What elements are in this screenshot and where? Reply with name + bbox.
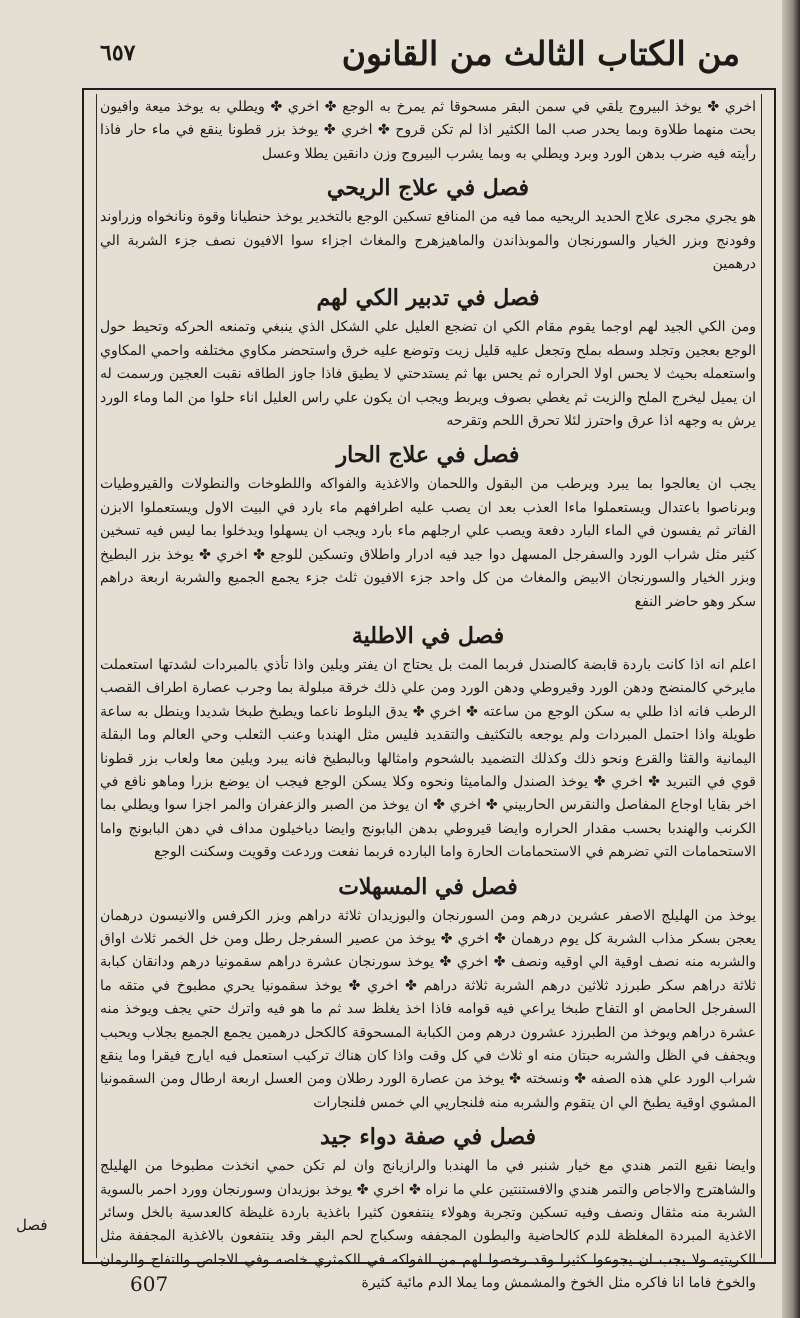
section-title: فصل في تدبير الكي لهم xyxy=(316,285,540,312)
section-paragraph: يوخذ من الهليلج الاصفر عشرين درهم ومن السورنجان والبوزيدان ثلاثة دراهم وبزر الكرفس والانيسون درهمان يعجن بسكر مذاب الشربة كل يوم درهمان ✤ اخري ✤ يوخذ من عصير السفرجل رطل ومن خل الخمر ثلاث اواق والشربه منه نصف اوقية الي اوقيه ونصف ✤ اخري ✤ يوخذ سورنجان عشرة دراهم سقمونيا درهم ودانقان كبابة ثلاثة دراهم سكر طبرزد ثلاثين درهم الشربة ثلاثة دراهم ✤ اخري ✤ يوخذ سقمونيا يحري مطبوخ في متقه ما السفرجل الحامض او التفاح طبخا يراعي فيه قوامه فاذا اخذ يغلظ سد ثم ما هو فيه واترك حتي يجف ويوخذ منه عشرة دراهم ويوخذ من الطبرزد عشرون درهم ومن الكبابة المسحوقة كالكحل درهمين يجمع الجميع بجلاب ويحبب ويجفف في الظل والشربه حبتان منه او ثلاث في كل وقت واذا كان هناك تركيب استعمل فيه ايارج فيقرا وما ينقع شراب الورد علي هذه الصفه ✤ ونسخته ✤ يوخذ من عصارة الورد رطلان ومن العسل اربعة ارطال ومن السقمونيا المشوي اوقية يطبخ الي ان يتقوم والشربه منه فلنجاريي الي خمس فلنجارات xyxy=(100,907,756,1111)
running-header xyxy=(100,20,780,80)
catchword: فصل xyxy=(16,1216,48,1234)
running-title: من الكتاب الثالث من القانون xyxy=(341,34,740,73)
section-paragraph: هو يجري مجرى علاج الحديد الريحيه مما فيه من المنافع تسكين الوجع بالتخدير يوخذ حنطيانا وقوة ونانخواه وزراوند وفودنج وبزر الخيار والسورنجان والموبذاندن والماهيزهرج والمغاث اجزاء سوا الافيون نصف جزء الشربة الي درهمين xyxy=(100,209,756,273)
footer-page-number: 607 xyxy=(130,1272,169,1296)
section-paragraph: اخري ✤ يوخذ البيروج يلقي في سمن البقر مسحوقا ثم يمرخ به الوجع ✤ اخري ✤ ويطلي به يوخذ ميعة وافيون بحت منهما طلاوة وبما يحدر صب الما الكثير اذا لم تكن قروح ✤ اخري ✤ يوخذ بزر قطونا ينقع في ماء حار فاذا رأيته فيه ضرب بدهن الورد وبرد ويطلي به وبما يشرب البيروج وزن دانقين يطلا وعسل xyxy=(100,99,756,162)
section-title: فصل في علاج الحار xyxy=(336,442,520,469)
section-title: فصل في الاطلية xyxy=(351,622,505,649)
section-paragraph: اعلم انه اذا كانت باردة قابضة كالصندل فربما المت بل يحتاج ان يفتر ويلين واذا تأذي بالمبردات لشدتها استعملت مايرخي كالمنضج ودهن الورد وقيروطي ودهن الورد ومن علي ذلك خرقة مبلولة بما وجرب عصارة اطراف القصب الرطب فانه اذا طلي به سكن الوجع من ساعته ✤ اخري ✤ يدق البلوط ناعما ويطبخ طبخا شديدا وينطل به ساعة طويلة واذا احتمل المبردات ولم يوجعه بالتكثيف والتقديد فليس مثل الهندبا وعنب الثعلب وحي العالم وما البقلة اليمانية والقثا والقرع ونحو ذلك وكذلك التضميد بالشحوم وامثالها وبالبطيخ فانه يبرد ويلين معا ولعاب بزر قطونا قوي في التبريد ✤ اخري ✤ يوخذ الصندل والماميثا ونحوه وكلا يسكن الوجع فيجب ان يوضع بزرا وماهو نافع في اخر بقايا اوجاع المفاصل والنقرس الحاربيني ✤ اخري ✤ ان يوخذ من الصبر والزعفران والمر اجزا سوا ويطلي بما الكرنب والهندبا بحسب مقدار الحراره وايضا قيروطي بدهن البابونج وايضا دياخيلون مداف في دهن البابونج واما الاستحمامات التي تضرهم في الاستحمامات الحارة واما البارده فربما نفعت وردعت وقويت وسكنت الوجع xyxy=(100,656,756,861)
header-page-number: ٦٥٧ xyxy=(100,40,136,66)
section-paragraph: وايضا نقيع التمر هندي مع خيار شنبر في ما الهندبا والرازيانج وان لم تكن حمي انخذت مطبوخا من الهليلج والشاهترج والاجاص والتمر هندي والافستنتين علي ما نراه ✤ اخري ✤ يوخذ بوزيدان وسورنجان وورد احمر بالسوية الشربة منه مثقال ونصف وفيه تسكين وتجربة وهولاء ينتفعون كثيرا باغذية باردة غليظة كالعدسية بالخل وسائر الاغذية المبردة المغلظة للدم كالحاضية والبطون المجففه وسكباج لحم البقر وقد ينتفعون بالاغذية المجففة مثل الكريتيه ولا يجب ان يجوعوا كثيرا وقد رخصوا لهم من الفواكه في الكمثري خاصه وفي الاجاص والتفاح والرمان والخوخ فاما انا فاكره مثل الخوخ والمشمش وما يملا الدم مائية كثيرة xyxy=(100,1158,756,1292)
section-paragraph: ومن الكي الجيد لهم اوجما يقوم مقام الكي ان تضجع العليل علي الشكل الذي ينبغي وتمنعه الحركه وتحيط حول الوجع بعجين وتجلد وسطه بملح وتجعل عليه قليل زيت وتوضع عليه خرق واستحضر مكاوي مختلفه واحمي المكاوي واستعمله بحيث لا يحس اولا الحراره ثم يحس بها ثم يستدحتي لا يطيق فاذا جاوز الطاقه نقبت العجين ورسمت له ان يميل ليخرج الملح والزيت ثم يغطي بصوف ويربط ويجب ان يكون علي راس العليل اناء حلوا من الما وماء الورد يرش به وجهه اذا عرق واحترز لئلا تحرق اللحم وتقرحه xyxy=(100,319,756,430)
page-binding-edge xyxy=(782,0,800,1318)
section-title: فصل في صفة دواء جيد xyxy=(319,1124,536,1151)
section-paragraph: يجب ان يعالجوا بما يبرد ويرطب من البقول واللحمان والاغذية والفواكه واللطوخات والنطولات والقيروطيات وبرناصوا باعتدال ويستعملوا ماءا العذب بعد ان يصب عليه اطرافهم ماء بارد في البيت الاول ويستعملوا الابزن الفاتر ثم يفسون في الماء البارد دفعة ويصب علي ارجلهم ماء بارد ويجب ان يسهلوا ويدخلوا بما ليس فيه تسخين كثير مثل شراب الورد والسفرجل المسهل دوا جيد فيه ادرار واطلاق وتسكين للوجع ✤ اخري ✤ يوخذ بزر البطيخ وبزر الخيار والسورنجان الابيض والمغاث من كل واحد جزء الافيون ثلث جزء يجمع الجميع والشربة اربعة دراهم سكر وهو حاضر النفع xyxy=(100,476,756,610)
section-title: فصل في علاج الريحي xyxy=(326,175,530,202)
section-title: فصل في المسهلات xyxy=(338,873,518,900)
